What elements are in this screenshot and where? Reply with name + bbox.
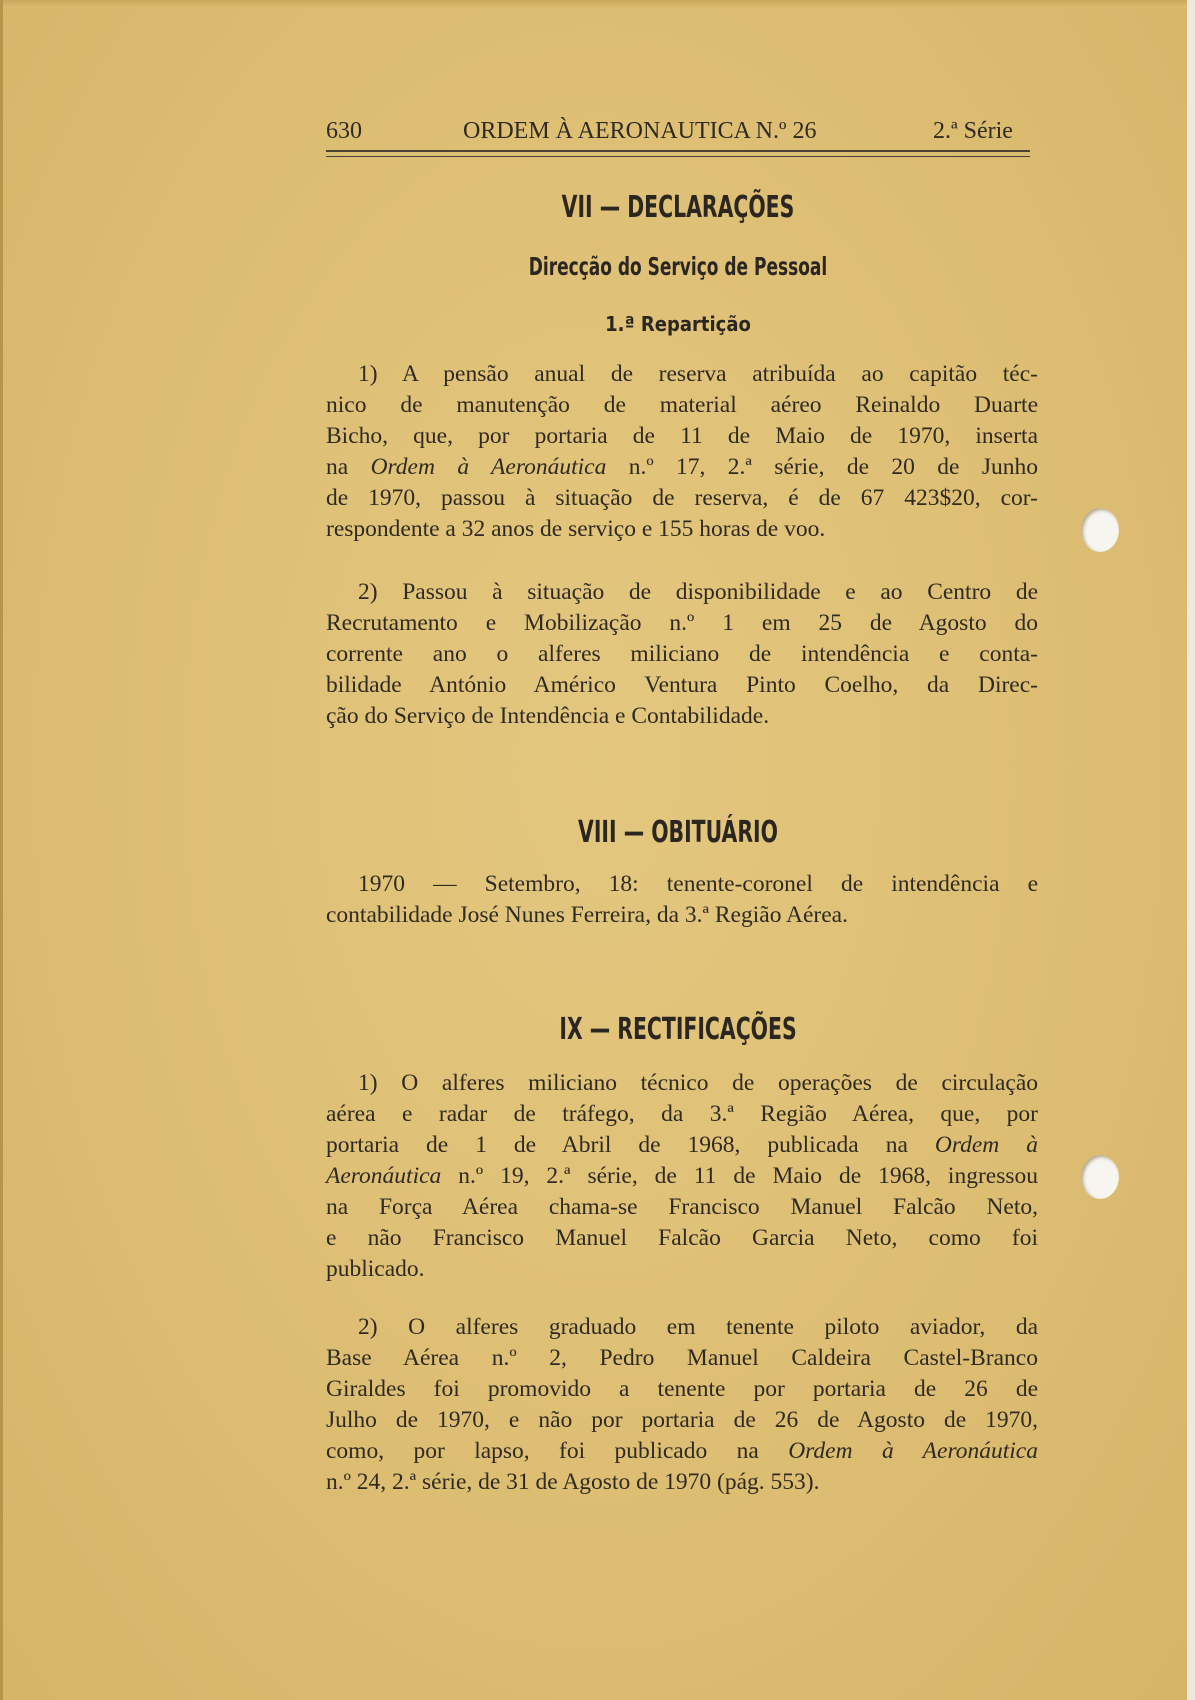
text-line: Julho de 1970, e não por portaria de 26 de Agosto de 1970,	[326, 1407, 1038, 1433]
section-title-rectificacoes: IX — RECTIFICAÇÕES	[559, 1012, 797, 1047]
text-line: aérea e radar de tráfego, da 3.ª Região Aérea, que, por	[326, 1101, 1038, 1127]
section-subsubtitle: 1.ª Repartição	[605, 312, 751, 336]
page-left-edge	[0, 0, 3, 1700]
text-line: corrente ano o alferes miliciano de intendência e conta-	[326, 641, 1038, 667]
text-line: Bicho, que, por portaria de 11 de Maio de 1970, inserta	[326, 423, 1038, 449]
text-line: Base Aérea n.º 2, Pedro Manuel Caldeira Castel-Branco	[326, 1345, 1038, 1371]
text-line: Recrutamento e Mobilização n.º 1 em 25 de Agosto do	[326, 610, 1038, 636]
text-line: 2) Passou à situação de disponibilidade e ao Centro de	[358, 579, 1038, 605]
header-rule-thin	[326, 156, 1030, 157]
paragraph-rectificacao-2	[326, 1312, 1038, 1498]
text-line: 2) O alferes graduado em tenente piloto aviador, da	[358, 1314, 1038, 1340]
text-line: na Ordem à Aeronáutica n.º 17, 2.ª série, de 20 de Junho	[326, 454, 1038, 480]
paragraph-rectificacao-1	[326, 1068, 1038, 1285]
italic-title: Ordem à	[934, 1132, 1038, 1158]
running-header	[326, 114, 1030, 154]
punch-hole-lower	[1081, 1155, 1119, 1199]
text-line: e não Francisco Manuel Falcão Garcia Neto, como foi	[326, 1225, 1038, 1251]
page-top-edge	[0, 0, 1195, 8]
italic-title: Ordem à Aeronáutica	[788, 1438, 1038, 1464]
text-line: 1970 — Setembro, 18: tenente-coronel de intendência e	[358, 871, 1038, 897]
series-label: 2.ª Série	[933, 118, 1013, 144]
text-line: contabilidade José Nunes Ferreira, da 3.ª Região Aérea.	[326, 902, 848, 928]
italic-title: Aeronáutica	[326, 1163, 442, 1189]
paragraph-declaracao-1	[326, 359, 1038, 545]
text-line: 1) O alferes miliciano técnico de operações de circulação	[358, 1070, 1038, 1096]
text-line: na Força Aérea chama-se Francisco Manuel Falcão Neto,	[326, 1194, 1038, 1220]
italic-title: Ordem à Aeronáutica	[370, 454, 607, 480]
punch-hole-upper	[1081, 508, 1119, 552]
text-line: 1) A pensão anual de reserva atribuída ao capitão téc-	[358, 361, 1038, 387]
paragraph-obituario-1	[326, 869, 1038, 931]
text-line: ção do Serviço de Intendência e Contabilidade.	[326, 703, 770, 729]
page-number: 630	[326, 118, 362, 144]
page-right-margin	[1187, 0, 1195, 1700]
text-line: portaria de 1 de Abril de 1968, publicada na Ordem à	[326, 1132, 1038, 1158]
section-subtitle: Direcção do Serviço de Pessoal	[528, 252, 828, 281]
section-title-obituario: VIII — OBITUÁRIO	[578, 815, 778, 850]
text-line: bilidade António Américo Ventura Pinto Coelho, da Direc-	[326, 672, 1038, 698]
text-line: Aeronáutica n.º 19, 2.ª série, de 11 de Maio de 1968, ingressou	[326, 1163, 1038, 1189]
text-line: respondente a 32 anos de serviço e 155 horas de voo.	[326, 516, 826, 542]
text-line: n.º 24, 2.ª série, de 31 de Agosto de 1970 (pág. 553).	[326, 1469, 820, 1495]
text-line: nico de manutenção de material aéreo Reinaldo Duarte	[326, 392, 1038, 418]
text-line: Giraldes foi promovido a tenente por portaria de 26 de	[326, 1376, 1038, 1402]
text-line: de 1970, passou à situação de reserva, é de 67 423$20, cor-	[326, 485, 1038, 511]
publication-title: ORDEM À AERONAUTICA N.º 26	[463, 118, 817, 144]
section-title-declaracoes: VII — DECLARAÇÕES	[561, 190, 795, 225]
header-rule	[326, 150, 1030, 152]
text-line: publicado.	[326, 1256, 425, 1282]
paragraph-declaracao-2	[326, 577, 1038, 732]
text-line: como, por lapso, foi publicado na Ordem à Aeronáutica	[326, 1438, 1038, 1464]
